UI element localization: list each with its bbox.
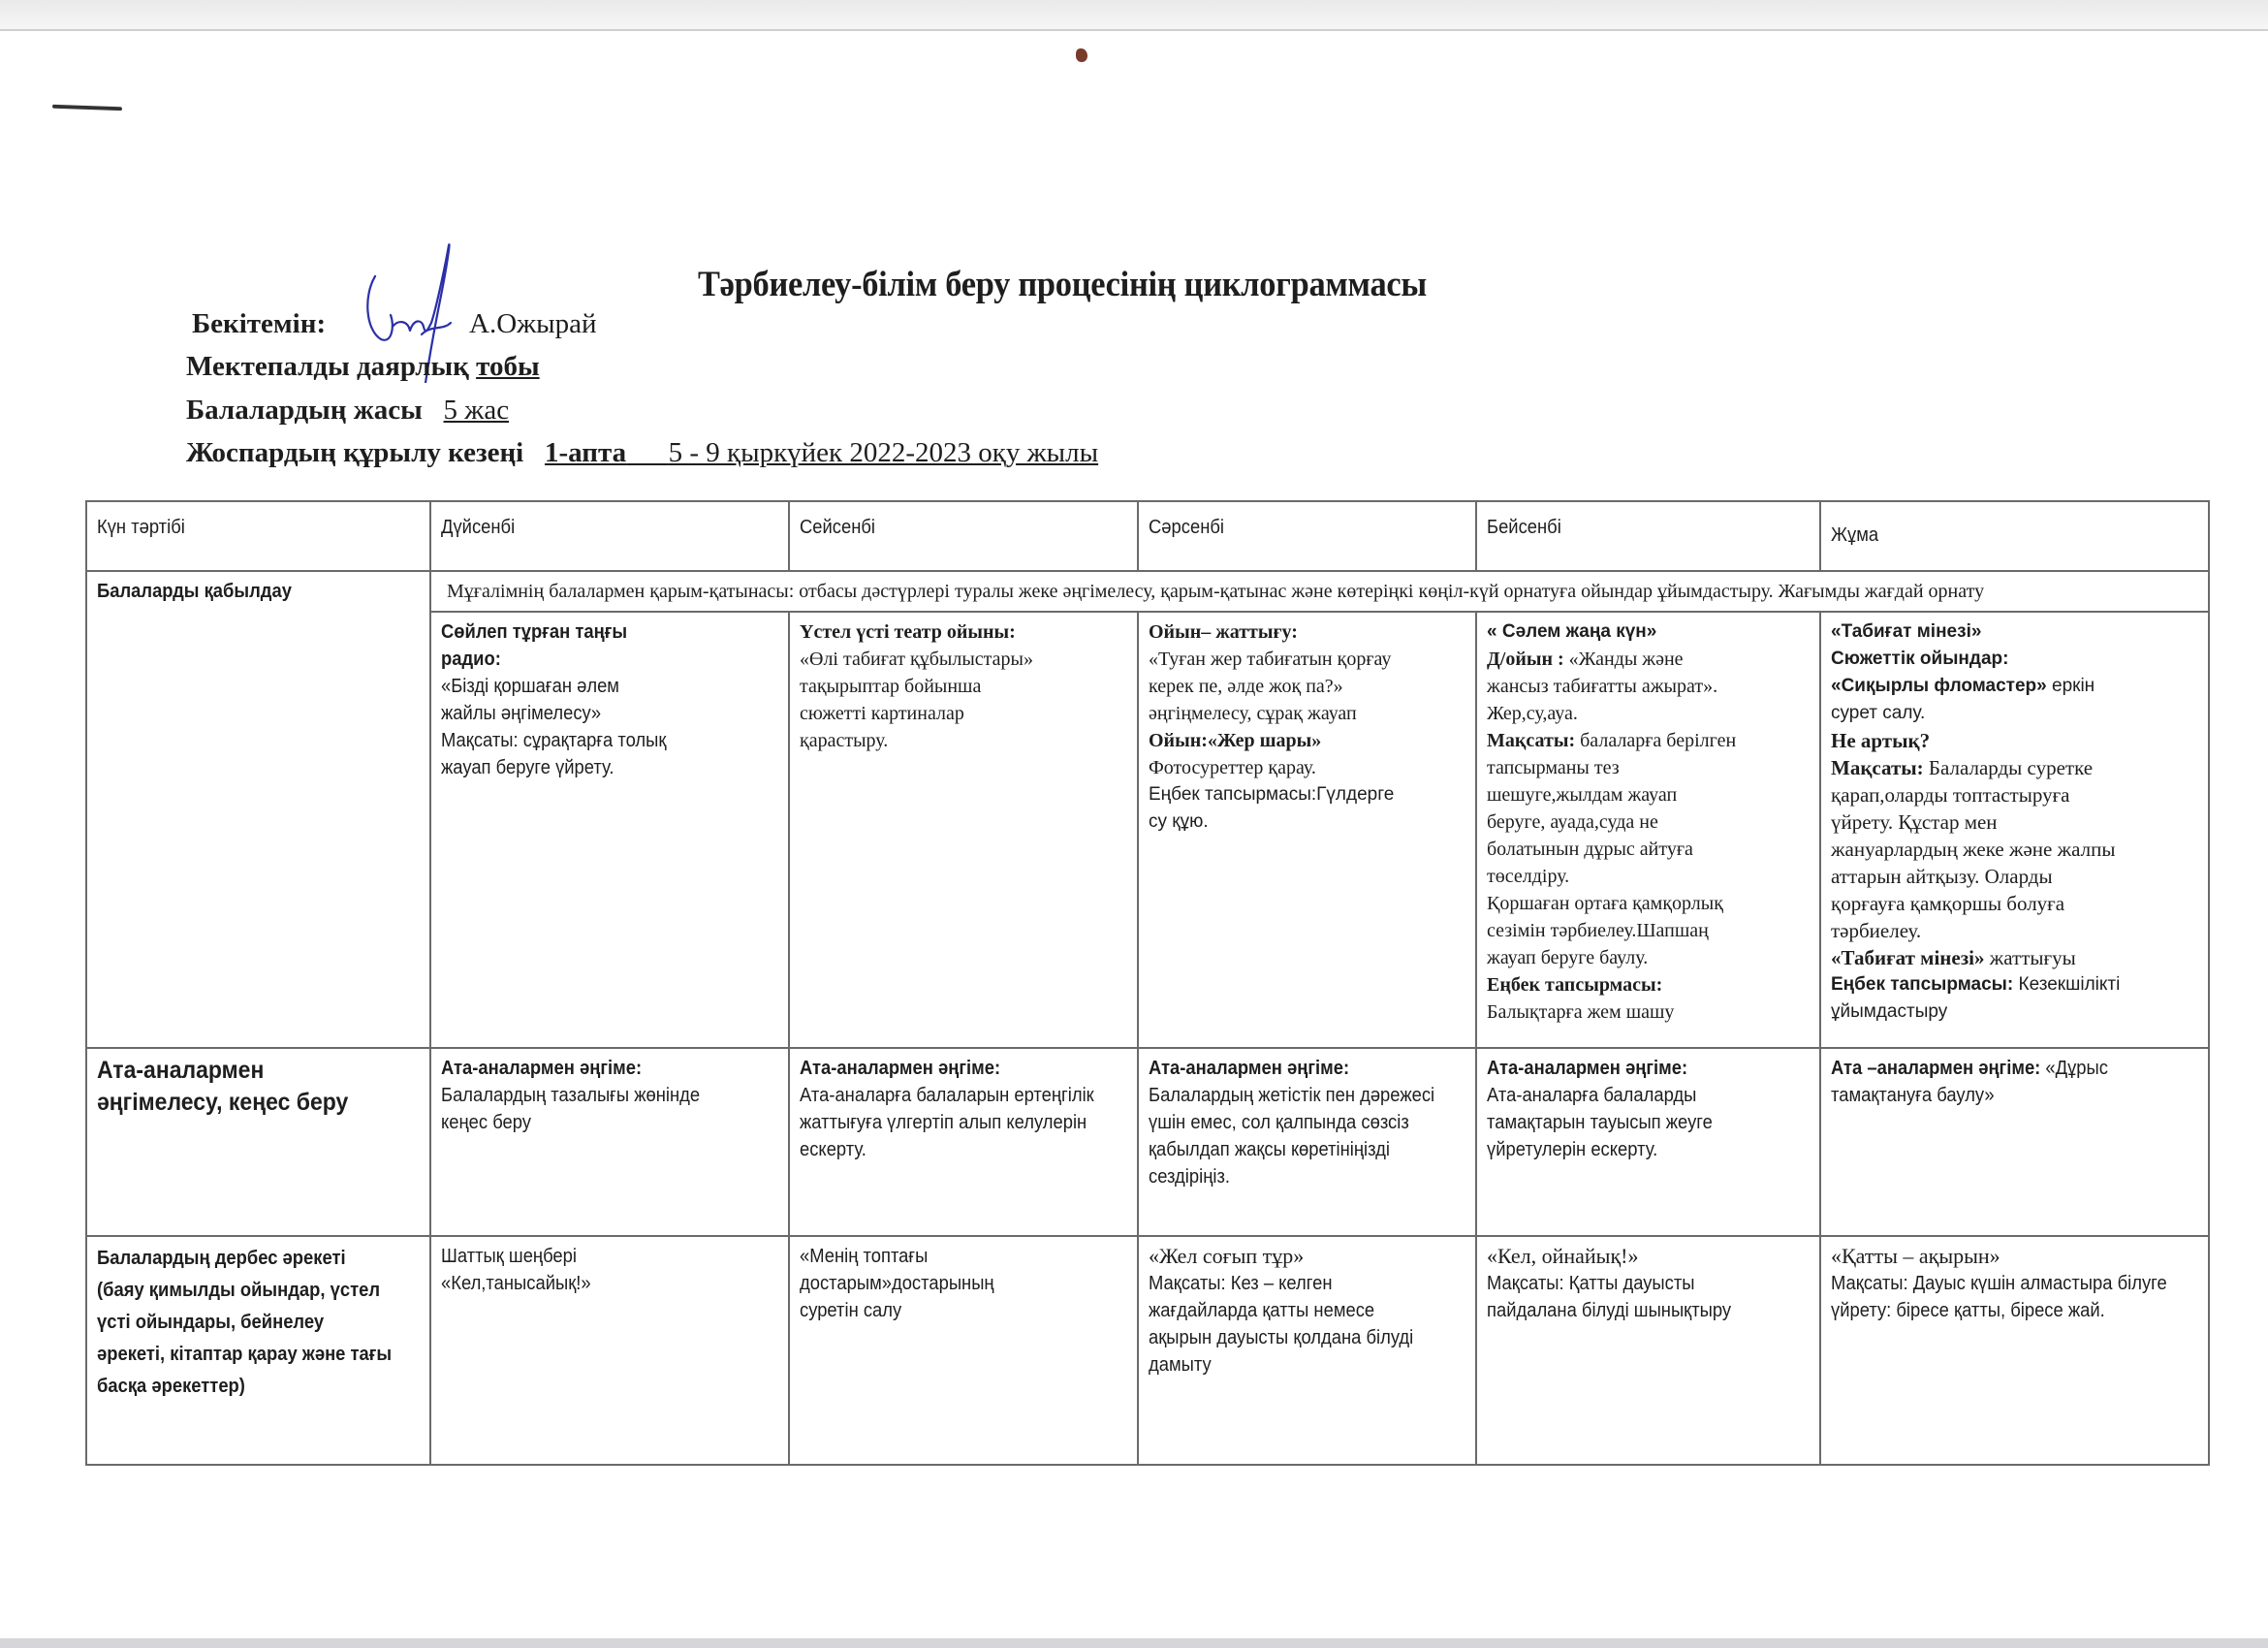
age-label: Балалардың жасы (186, 395, 423, 426)
reception-monday: Сөйлеп тұрған таңғы радио: «Бізді қоршаған әлем жайлы әңгімелесу» Мақсаты: сұрақтарға толық жауап беруге үйрету. (430, 612, 789, 1048)
parents-monday: Ата-аналармен әңгіме: Балалардың тазалығы жөнінде кеңес беру (430, 1048, 789, 1236)
cyclogram-table (85, 500, 2210, 1466)
group-value: тобы (476, 351, 540, 382)
parents-row (86, 1048, 2209, 1236)
period-dates: 5 - 9 қыркүйек 2022-2023 оқу жылы (668, 437, 1099, 468)
parents-friday: Ата –аналармен әңгіме: «Дұрыс тамақтануға баулу» (1820, 1048, 2209, 1236)
document-title: Тәрбиелеу-білім беру процесінің циклограммасы (698, 265, 1427, 304)
parents-thursday: Ата-аналармен әңгіме: Ата-аналарға балаларды тамақтарын тауысып жеуге үйретулерін ескерту. (1476, 1048, 1820, 1236)
scan-speck (1076, 48, 1087, 62)
reception-friday: «Табиғат мінезі» Сюжеттік ойындар: «Сиқырлы фломастер» еркін сурет салу. Не артық? Мақсаты: Балаларды суретке қарап,оларды топтастыруға үйрету. Құстар мен жануарлардың жеке және жалпы аттарын айтқызу. Оларды қорғауға қамқоршы болуға тәрбиелеу. «Табиғат мінезі» жаттығуы Еңбек тапсырмасы: Кезекшілікті ұйымдастыру (1820, 612, 2209, 1048)
approve-label: Бекітемін: (192, 308, 327, 339)
scan-edge-top (0, 0, 2268, 31)
free-activity-label: Балалардың дербес әрекеті (баяу қимылды ойындар, үстел үсті ойындары, бейнелеу әрекеті, кітаптар қарау және тағы басқа әрекеттер) (86, 1236, 430, 1465)
parents-wednesday: Ата-аналармен әңгіме: Балалардың жетістік пен дәрежесі үшін емес, сол қалпында сөзсіз қабылдап жақсы көретініңізді сездіріңіз. (1138, 1048, 1476, 1236)
header-thursday: Бейсенбі (1476, 501, 1820, 571)
reception-tuesday: Үстел үсті театр ойыны: «Өлі табиғат құбылыстары» тақырыптар бойынша сюжетті картиналар қарастыру. (789, 612, 1138, 1048)
reception-message: Мұғалімнің балалармен қарым-қатынасы: отбасы дәстүрлері туралы жеке әңгімелесу, қарым-қатынас және көтеріңкі көңіл-күй орнатуға ойындар ұйымдастыру. Жағымды жағдай орнату (430, 571, 2209, 612)
scan-mark (52, 105, 122, 111)
period-line (186, 437, 1098, 469)
reception-label: Балаларды қабылдау (86, 571, 430, 1048)
header-wednesday: Сәрсенбі (1138, 501, 1476, 571)
header-friday: Жұма (1820, 501, 2209, 571)
parents-tuesday: Ата-аналармен әңгіме: Ата-аналарға балаларын ертеңгілік жаттығуға үлгертіп алып келулерін ескерту. (789, 1048, 1138, 1236)
free-tuesday: «Менің топтағы достарым»достарының суретін салу (789, 1236, 1138, 1465)
age-value: 5 жас (443, 395, 510, 426)
reception-thursday: « Сәлем жаңа күн» Д/ойын : «Жанды және жансыз табиғатты ажырат». Жер,су,ауа. Мақсаты: балаларға берілген тапсырманы тез шешуге,жылдам жауап беруге, ауада,суда не болатынын дұрыс айтуға төселдіру. Қоршаған ортаға қамқорлық сезімін тәрбиелеу.Шапшаң жауап беруге баулу. Еңбек тапсырмасы: Балықтарға жем шашу (1476, 612, 1820, 1048)
free-thursday: «Кел, ойнайық!» Мақсаты: Қатты дауысты пайдалана білуді шынықтыру (1476, 1236, 1820, 1465)
header-monday: Дүйсенбі (430, 501, 789, 571)
free-activity-row (86, 1236, 2209, 1465)
reception-message-row (86, 571, 2209, 612)
free-monday: Шаттық шеңбері «Кел,танысайық!» (430, 1236, 789, 1465)
approver-name: А.Ожырай (469, 308, 597, 339)
header-tuesday: Сейсенбі (789, 501, 1138, 571)
period-week-wrap (545, 437, 1098, 468)
parents-label: Ата-аналармен әңгімелесу, кеңес беру (86, 1048, 430, 1236)
reception-wednesday: Ойын– жаттығу: «Туған жер табиғатын қорғау керек пе, әлде жоқ па?» әңгіңмелесу, сұрақ жауап Ойын:«Жер шары» Фотосуреттер қарау. Еңбек тапсырмасы:Гүлдерге су құю. (1138, 612, 1476, 1048)
free-wednesday: «Жел соғып тұр» Мақсаты: Кез – келген жағдайларда қатты немесе ақырын дауысты қолдана білуді дамыту (1138, 1236, 1476, 1465)
header-row (86, 501, 2209, 571)
header-schedule: Күн тәртібі (86, 501, 430, 571)
scan-edge-bottom (0, 1638, 2268, 1648)
age-line (186, 395, 509, 427)
free-friday: «Қатты – ақырын» Мақсаты: Дауыс күшін алмастыра білуге үйрету: біресе қатты, біресе жай. (1820, 1236, 2209, 1465)
group-line (186, 351, 540, 383)
group-label: Мектепалды даярлық (186, 351, 469, 382)
period-week: 1-апта (545, 437, 627, 468)
period-label: Жоспардың құрылу кезеңі (186, 437, 524, 468)
